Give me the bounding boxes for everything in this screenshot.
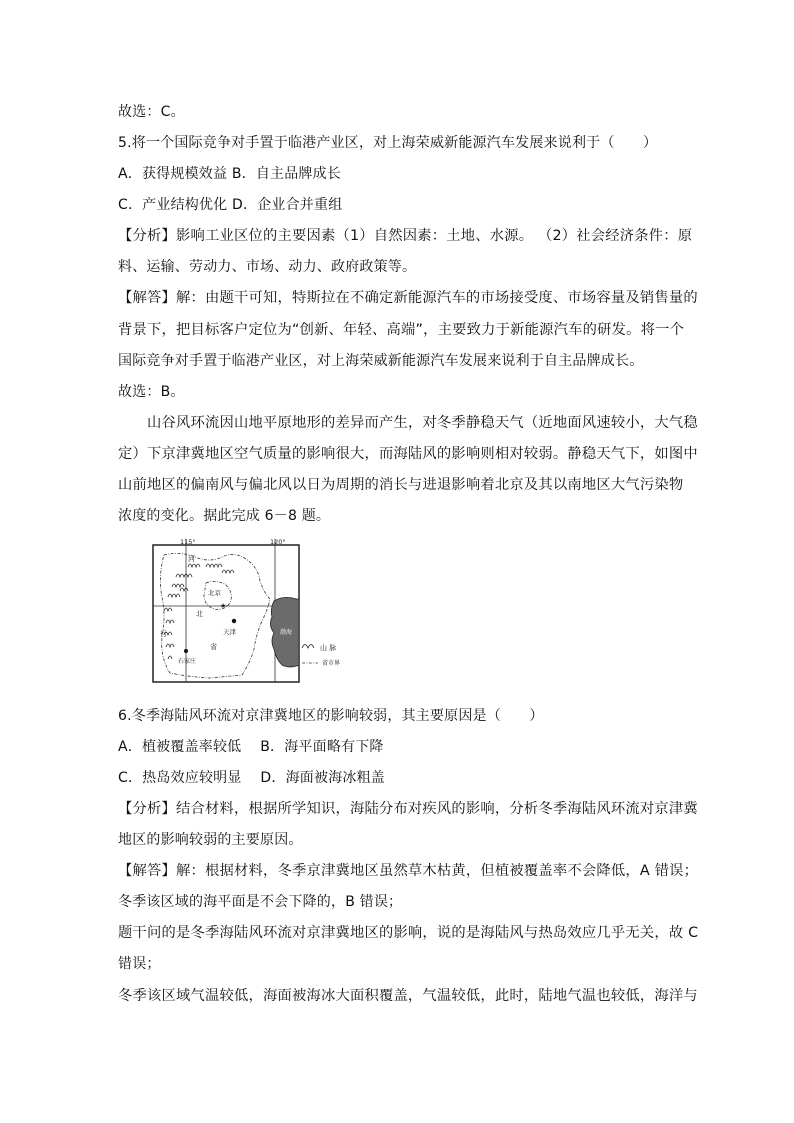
lon-115-label: 115° bbox=[180, 538, 196, 546]
label-star: ★ bbox=[220, 602, 227, 610]
material-line-4: 浓度的变化。据此完成 6－8 题。 bbox=[118, 508, 331, 524]
material-line-1: 山谷风环流因山地平原地形的差异而产生，对冬季静稳天气（近地面风速较小，大气稳 bbox=[147, 415, 698, 431]
question-5-options-ab: A．获得规模效益 B．自主品牌成长 bbox=[118, 166, 342, 182]
legend-border-label: 省市界 bbox=[322, 660, 341, 667]
legend-mountain-label: 山 脉 bbox=[320, 644, 337, 652]
label-beijing: 北京 bbox=[208, 589, 221, 597]
solution-5-line-2: 背景下，把目标客户定位为“创新、年轻、高端”，主要致力于新能源汽车的研发。将一个 bbox=[118, 322, 685, 338]
label-sheng: 省 bbox=[210, 643, 217, 651]
label-bohai: 渤海 bbox=[280, 629, 293, 636]
analysis-5-line-2: 料、运输、劳动力、市场、动力、政府政策等。 bbox=[118, 259, 417, 275]
question-5-options-cd: C．产业结构优化 D．企业合并重组 bbox=[118, 197, 343, 213]
analysis-6-line-2: 地区的影响较弱的主要原因。 bbox=[118, 832, 303, 848]
label-bei: 北 bbox=[196, 610, 203, 618]
solution-6-line-4: 错误； bbox=[118, 956, 161, 972]
question-6-options-ab: A．植被覆盖率较低 B．海平面略有下降 bbox=[118, 739, 384, 755]
label-shijiazhuang: 石家庄 bbox=[178, 658, 197, 665]
legend-mountain-symbol bbox=[302, 645, 314, 649]
analysis-6-line-1: 【分析】结合材料，根据所学知识，海陆分布对疾风的影响，分析冬季海陆风环流对京津冀 bbox=[118, 801, 698, 817]
solution-5-line-3: 国际竞争对手置于临港产业区，对上海荣威新能源汽车发展来说利于自主品牌成长。 bbox=[118, 353, 644, 369]
label-xing: 行 bbox=[160, 630, 167, 638]
solution-6-line-1: 【解答】解：根据材料，冬季京津冀地区虽然草木枯黄，但植被覆盖率不会降低，A 错误； bbox=[118, 863, 699, 879]
map-legend bbox=[302, 643, 340, 667]
province-border bbox=[160, 553, 270, 678]
question-6: 6.冬季海陆风环流对京津冀地区的影响较弱，其主要原因是（ ） bbox=[118, 708, 544, 724]
solution-6-line-3: 题干问的是冬季海陆风环流对京津冀地区的影响，说的是海陆风与热岛效应几乎无关，故 C bbox=[118, 925, 699, 941]
label-tianjin: 天津 bbox=[223, 628, 236, 636]
material-line-3: 山前地区的偏南风与偏北风以日为周期的消长与进退影响着北京及其以南地区大气污染物 bbox=[118, 477, 684, 493]
solution-6-line-5: 冬季该区域气温较低，海面被海冰大面积覆盖，气温较低，此时，陆地气温也较低，海洋与 bbox=[118, 988, 698, 1004]
shijiazhuang-dot bbox=[184, 649, 188, 653]
question-5: 5.将一个国际竞争对手置于临港产业区，对上海荣威新能源汽车发展来说利于（ ） bbox=[118, 135, 658, 151]
tianjin-dot bbox=[232, 619, 236, 623]
label-he: 河 bbox=[188, 555, 195, 563]
answer-line-q4: 故选：C。 bbox=[118, 104, 185, 120]
lon-120-label: 120° bbox=[270, 538, 286, 546]
analysis-5-line-1: 【分析】影响工业区位的主要因素（1）自然因素：土地、水源。 （2）社会经济条件：原 bbox=[118, 228, 693, 244]
solution-6-line-2: 冬季该区域的海平面是不会下降的，B 错误； bbox=[118, 894, 403, 910]
question-6-options-cd: C．热岛效应较明显 D．海面被海冰粗盖 bbox=[118, 770, 386, 786]
region-map bbox=[150, 537, 362, 685]
solution-5-line-1: 【解答】解：由题干可知，特斯拉在不确定新能源汽车的市场接受度、市场容量及销售量的 bbox=[118, 290, 698, 306]
answer-line-q5: 故选：B。 bbox=[118, 384, 185, 400]
material-line-2: 定）下京津冀地区空气质量的影响很大，而海陆风的影响则相对较弱。静稳天气下，如图中 bbox=[118, 446, 698, 462]
